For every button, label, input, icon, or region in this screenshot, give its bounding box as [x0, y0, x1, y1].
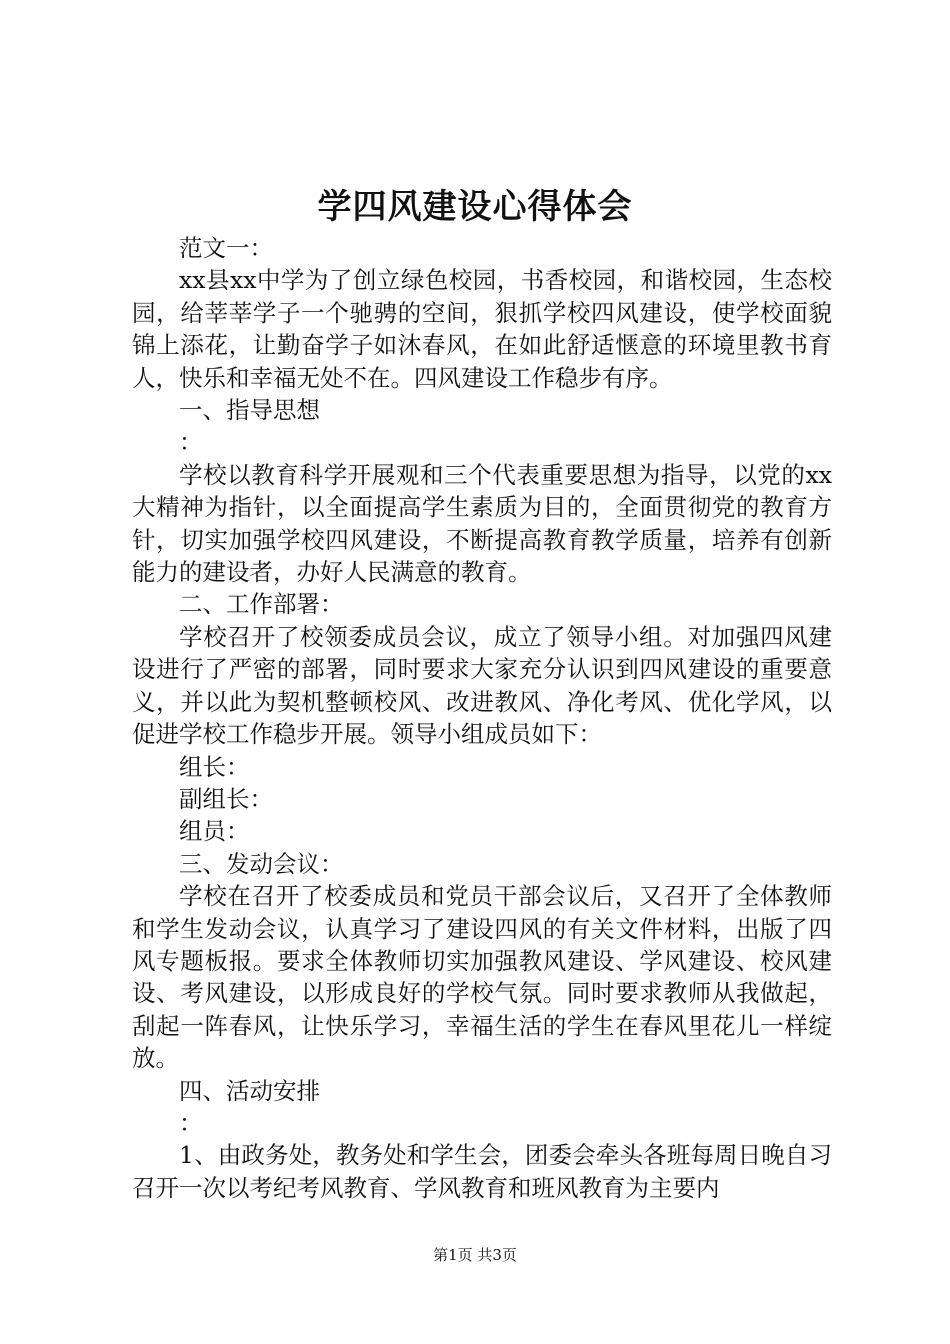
paragraph-work-deployment: 学校召开了校领委成员会议，成立了领导小组。对加强四风建设进行了严密的部署，同时要求大家充分认识到四风建设的重要意义，并以此为契机整顿校风、改进教风、净化考风、优化学风，以促进学校工作稳步开展。领导小组成员如下：	[132, 622, 832, 749]
section-heading-mobilization: 三、发动会议：	[179, 849, 344, 878]
document-body	[132, 232, 832, 1204]
paragraph-activity-1: 1、由政务处，教务处和学生会，团委会牵头各班每周日晚自习召开一次以考纪考风教育、学风教育和班风教育为主要内	[132, 1141, 832, 1202]
paragraph-guiding-thought: 学校以教育科学开展观和三个代表重要思想为指导，以党的xx大精神为指针，以全面提高学生素质为目的，全面贯彻党的教育方针，切实加强学校四风建设，不断提高教育教学质量，培养有创新能力的建设者，办好人民满意的教育。	[132, 460, 832, 587]
section-heading-guiding-thought: 一、指导思想	[179, 396, 320, 425]
list-item-deputy-leader: 副组长：	[179, 784, 273, 813]
list-item-leader: 组长：	[179, 752, 250, 781]
page-footer: 第1页 共3页	[433, 1246, 517, 1264]
document-title: 学四风建设心得体会	[317, 187, 633, 227]
section-heading-activities: 四、活动安排	[179, 1076, 320, 1105]
section-colon: ：	[179, 428, 203, 457]
list-item-members: 组员：	[179, 817, 250, 846]
section-colon: ：	[179, 1108, 203, 1137]
paragraph-example-label: 范文一：	[179, 234, 273, 262]
paragraph-intro: xx县xx中学为了创立绿色校园，书香校园，和谐校园，生态校园，给莘莘学子一个驰骋的空间，狠抓学校四风建设，使学校面貌锦上添花，让勤奋学子如沐春风，在如此舒适惬意的环境里教书育人，快乐和幸福无处不在。四风建设工作稳步有序。	[132, 266, 832, 392]
section-heading-work-deployment: 二、工作部署：	[179, 590, 344, 619]
paragraph-mobilization: 学校在召开了校委成员和党员干部会议后，又召开了全体教师和学生发动会议，认真学习了建设四风的有关文件材料，出版了四风专题板报。要求全体教师切实加强教风建设、学风建设、校风建设、考风建设，以形成良好的学校气氛。同时要求教师从我做起，刮起一阵春风，让快乐学习，幸福生活的学生在春风里花儿一样绽放。	[132, 882, 832, 1073]
